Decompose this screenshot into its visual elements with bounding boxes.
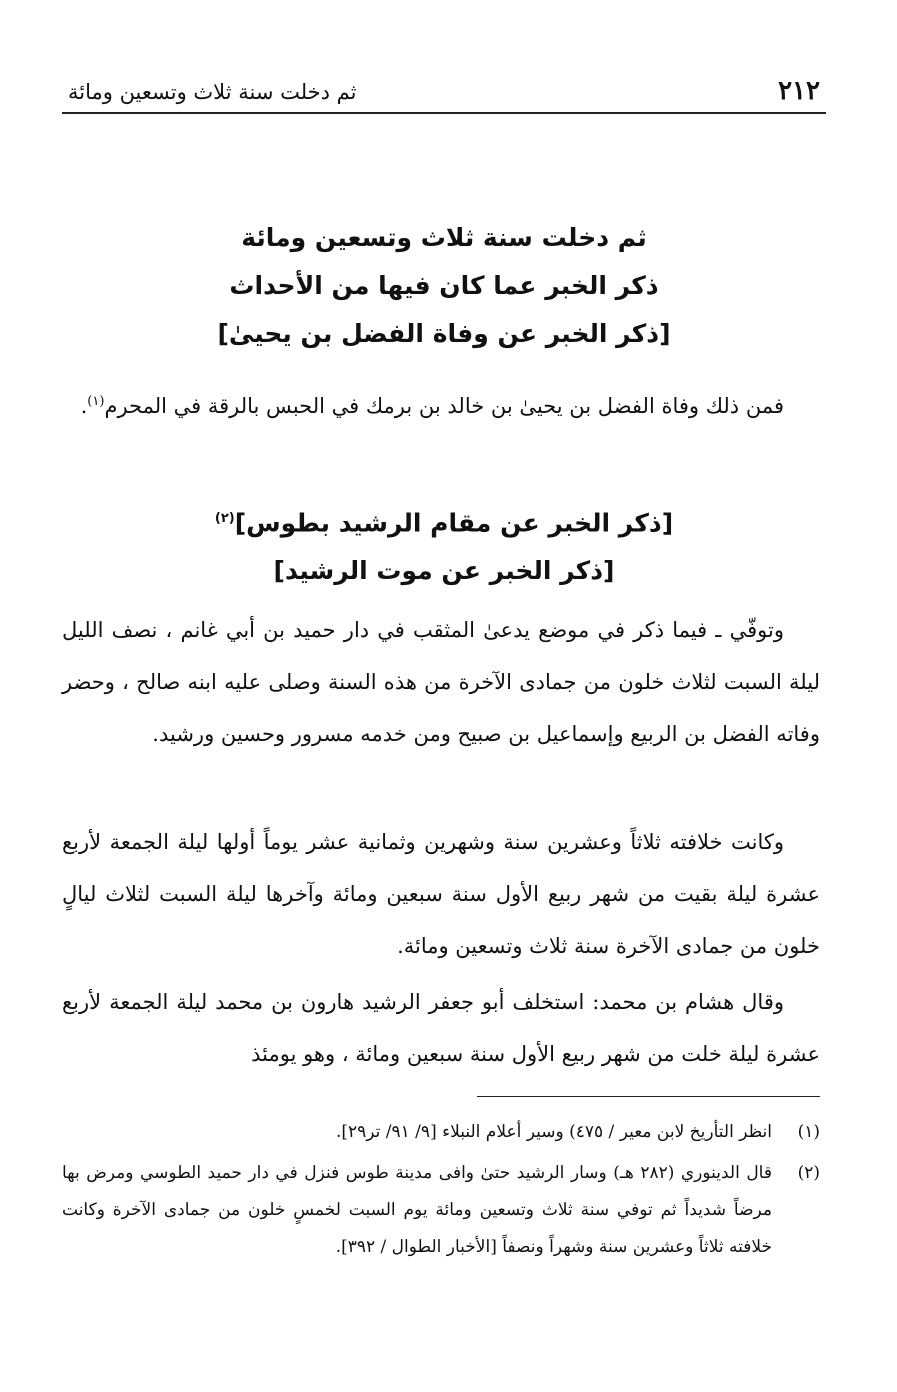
footnote-number: (٢) <box>797 1163 820 1183</box>
footnote-text: انظر التأريخ لابن معير / ٤٧٥) وسير أعلام النبلاء [٩/ ٩١/ تر٢٩]. <box>335 1122 772 1142</box>
paragraph-text: فمن ذلك وفاة الفضل بن يحيىٰ بن خالد بن برمك في الحبس بالرقة في المحرم <box>104 394 784 418</box>
paragraph-text: وقال هشام بن محمد: استخلف أبو جعفر الرشيد هارون بن محمد ليلة الجمعة لأربع عشرة ليلة خلت من شهر ربيع الأول سنة سبعين ومائة ، وهو يومئذ <box>62 990 820 1066</box>
page-number: ٢١٢ <box>778 76 820 106</box>
paragraph-text: وتوفّي ـ فيما ذكر في موضع يدعىٰ المثقب في دار حميد بن أبي غانم ، نصف الليل ليلة السبت لثلاث خلون من جمادى الآخرة من هذه السنة وصلى عليه ابنه صالح ، وحضر وفاته الفضل بن الربيع وإسماعيل بن صبيح ومن خدمه مسرور وحسين ورشيد. <box>62 618 820 746</box>
heading-rashid-tus <box>62 495 826 547</box>
footnotes <box>62 1114 820 1270</box>
heading-events: ذكر الخبر عما كان فيها من الأحداث <box>229 271 659 300</box>
paragraph-end: . <box>80 394 88 418</box>
footnote-ref: (١) <box>87 394 105 409</box>
footnote-divider <box>477 1096 820 1097</box>
heading-fadl-death: [ذكر الخبر عن وفاة الفضل بن يحيىٰ] <box>217 319 671 348</box>
footnote-ref: (٢) <box>214 511 235 526</box>
section-headings <box>62 495 826 595</box>
heading-rashid-tus-text: [ذكر الخبر عن مقام الرشيد بطوس] <box>234 508 674 538</box>
footnote-text: قال الدينوري (٢٨٢ هـ) وسار الرشيد حتىٰ وافى مدينة طوس فنزل في دار حميد الطوسي ومرض بها مرضاً شديداً ثم توفي سنة ثلاث وتسعين ومائة يوم السبت لخمسٍ خلون من جمادى الآخرة وكانت خلافته ثلاثاً وعشرين سنة وشهراً ونصفاً [الأخبار الطوال / ٣٩٢]. <box>62 1163 772 1257</box>
paragraph-fadl-death <box>62 376 820 432</box>
running-header-title: ثم دخلت سنة ثلاث وتسعين ومائة <box>68 80 357 104</box>
chapter-headings <box>62 214 826 358</box>
paragraph-caliphate-length <box>62 816 820 972</box>
paragraph-hisham <box>62 976 820 1080</box>
footnote-item <box>62 1155 820 1266</box>
heading-rashid-death: [ذكر الخبر عن موت الرشيد] <box>273 556 615 586</box>
footnote-number: (١) <box>797 1122 820 1142</box>
running-header <box>62 72 826 114</box>
heading-year: ثم دخلت سنة ثلاث وتسعين ومائة <box>241 223 647 252</box>
footnote-item <box>62 1114 820 1151</box>
paragraph-text: وكانت خلافته ثلاثاً وعشرين سنة وشهرين وثمانية عشر يوماً أولها ليلة الجمعة لأربع عشرة ليلة بقيت من شهر ربيع الأول سنة سبعين ومائة وآخرها ليلة السبت لثلاث ليالٍ خلون من جمادى الآخرة سنة ثلاث وتسعين ومائة. <box>62 830 820 958</box>
paragraph-rashid-death <box>62 604 820 760</box>
